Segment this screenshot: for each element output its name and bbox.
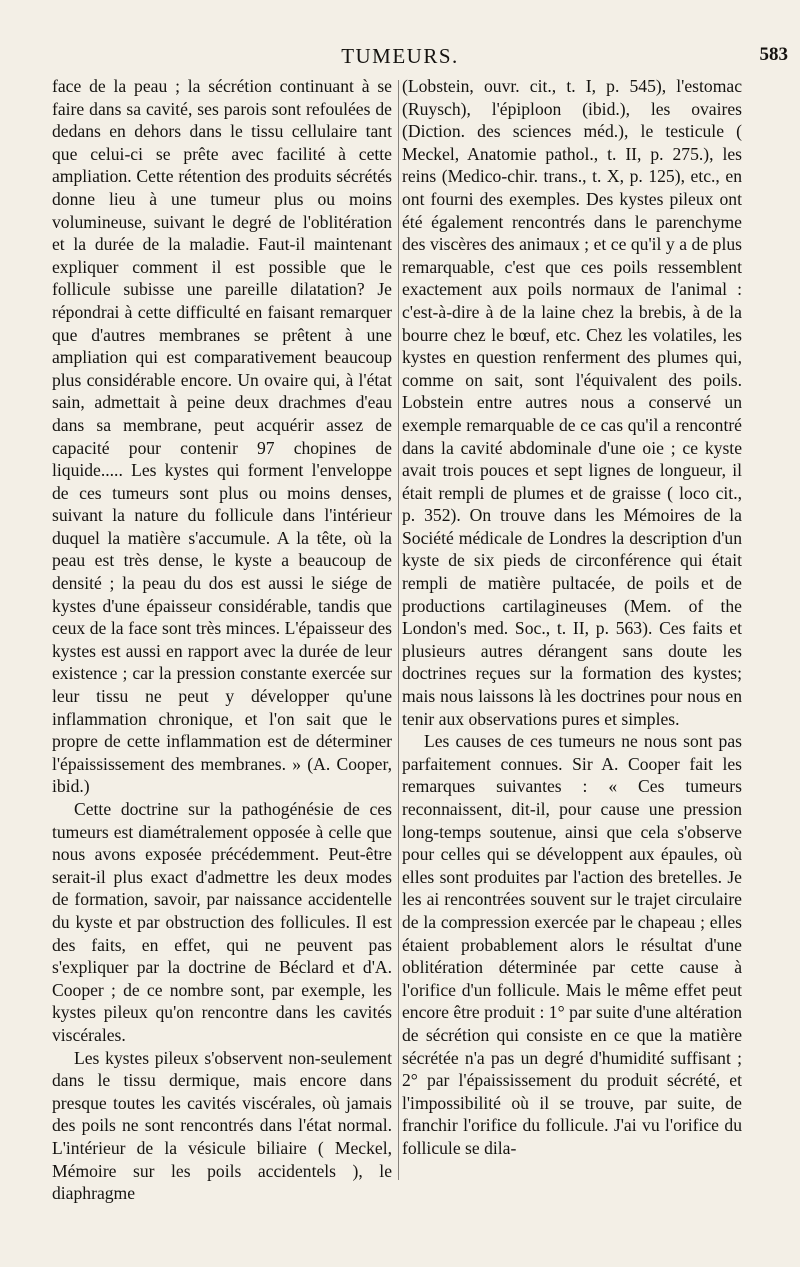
column-divider — [398, 80, 399, 1180]
left-paragraph-3: Les kystes pileux s'observent non-seulement dans le tissu dermique, mais encore dans presque toutes les cavités viscérales, où jamais des poils ne sont rencontrés dans l'état normal. L'intérieur de la vésicule biliaire ( Meckel, Mémoire sur les poils accidentels ), le diaphragme — [52, 1047, 392, 1204]
right-paragraph-2: Les causes de ces tumeurs ne nous sont pas parfaitement connues. Sir A. Cooper fait les remarques suivantes : « Ces tumeurs reconnaissent, dit-il, pour cause une pression long-temps soutenue, ainsi que cela s'observe pour celles qui se développent aux épaules, où elles sont produites par l'action des bretelles. Je les ai rencontrées souvent sur le trajet circulaire de la compression exercée par le chapeau ; elles étaient probablement alors le résultat d'une oblitération déterminée par cette cause à l'orifice d'un follicule. Mais le même effet peut encore être produit : 1° par suite d'une altération de sécrétion qui consiste en ce que la matière sécrétée n'a pas un degré d'humidité suffisant ; 2° par l'épaississement du produit sécrété, et l'impossibilité où il se trouve, par suite, de franchir l'orifice du follicule. J'ai vu l'orifice du follicule se dila- — [402, 731, 742, 1158]
left-paragraph-1: face de la peau ; la sécrétion continuant à se faire dans sa cavité, ses parois sont refoulées de dedans en dehors dans le tissu cellulaire tant que celui-ci se prête avec facilité à cette ampliation. Cette rétention des produits sécrétés donne lieu à une tumeur plus ou moins volumineuse, suivant le degré de l'oblitération et la durée de la maladie. Faut-il maintenant expliquer comment il est possible que le follicule subisse une pareille dilatation? Je répondrai à cette difficulté en faisant remarquer que d'autres membranes se prêtent à une ampliation qui est comparativement beaucoup plus considérable encore. Un ovaire qui, à l'état sain, admettait à peine deux drachmes d'eau dans sa membrane, peut acquérir assez de capacité pour contenir 97 chopines de liquide..... Les kystes qui forment l'enveloppe de ces tumeurs sont plus ou moins denses, suivant la nature du follicule dans l'intérieur duquel la matière s'accumule. A la tête, où la peau est très dense, le kyste a beaucoup de densité ; la peau du dos est aussi le siége de kystes d'une épaisseur considérable, tandis que ceux de la face sont très minces. L'épaisseur des kystes est aussi en rapport avec la durée de leur existence ; car la pression constante exercée sur leur tissu ne peut y développer qu'une inflammation chronique, et l'on sait que le propre de cette inflammation est de déterminer l'épaississement des membranes. » (A. Cooper, ibid.) — [52, 76, 392, 797]
left-paragraph-2: Cette doctrine sur la pathogénésie de ces tumeurs est diamétralement opposée à celle que nous avons exposée précédemment. Peut-être serait-il plus exact d'admettre les deux modes de formation, savoir, par naissance accidentelle du kyste et par obstruction des follicules. Il est des faits, en effet, qui ne peuvent pas s'expliquer par la doctrine de Béclard et d'A. Cooper ; de ce nombre sont, par exemple, les kystes pileux qu'on rencontre dans les cavités viscérales. — [52, 799, 392, 1045]
right-paragraph-1: (Lobstein, ouvr. cit., t. I, p. 545), l'estomac (Ruysch), l'épiploon (ibid.), les ovaires (Diction. des sciences méd.), le testicule ( Meckel, Anatomie pathol., t. II, p. 275.), les reins (Medico-chir. trans., t. X, p. 125), etc., en ont fourni des exemples. Des kystes pileux ont été également rencontrés dans le parenchyme des viscères des animaux ; et ce qu'il y a de plus remarquable, c'est que ces poils ressemblent exactement aux poils normaux de l'animal : c'est-à-dire à de la laine chez la brebis, à de la bourre chez le bœuf, etc. Chez les volatiles, les kystes en question renferment des plumes qui, comme on sait, sont l'équivalent des poils. Lobstein entre autres nous a conservé un exemple remarquable de ce cas qu'il a rencontré dans la cavité abdominale d'une oie ; ce kyste avait trois pouces et sept lignes de longueur, il était rempli de plumes et de graisse ( loco cit., p. 352). On trouve dans les Mémoires de la Société médicale de Londres la description d'un kyste de six pieds de circonférence qui était rempli de matière pultacée, de poils et de productions cartilagineuses (Mem. of the London's med. Soc., t. II, p. 563). Ces faits et plusieurs autres dérangent sans doute les doctrines reçues sur la formation des kystes; mais nous laissons là les doctrines pour nous en tenir aux observations pures et simples. — [402, 76, 742, 729]
right-column — [402, 75, 742, 1160]
page-number: 583 — [759, 44, 788, 65]
running-title: TUMEURS. — [341, 44, 459, 68]
left-column — [52, 75, 392, 1205]
